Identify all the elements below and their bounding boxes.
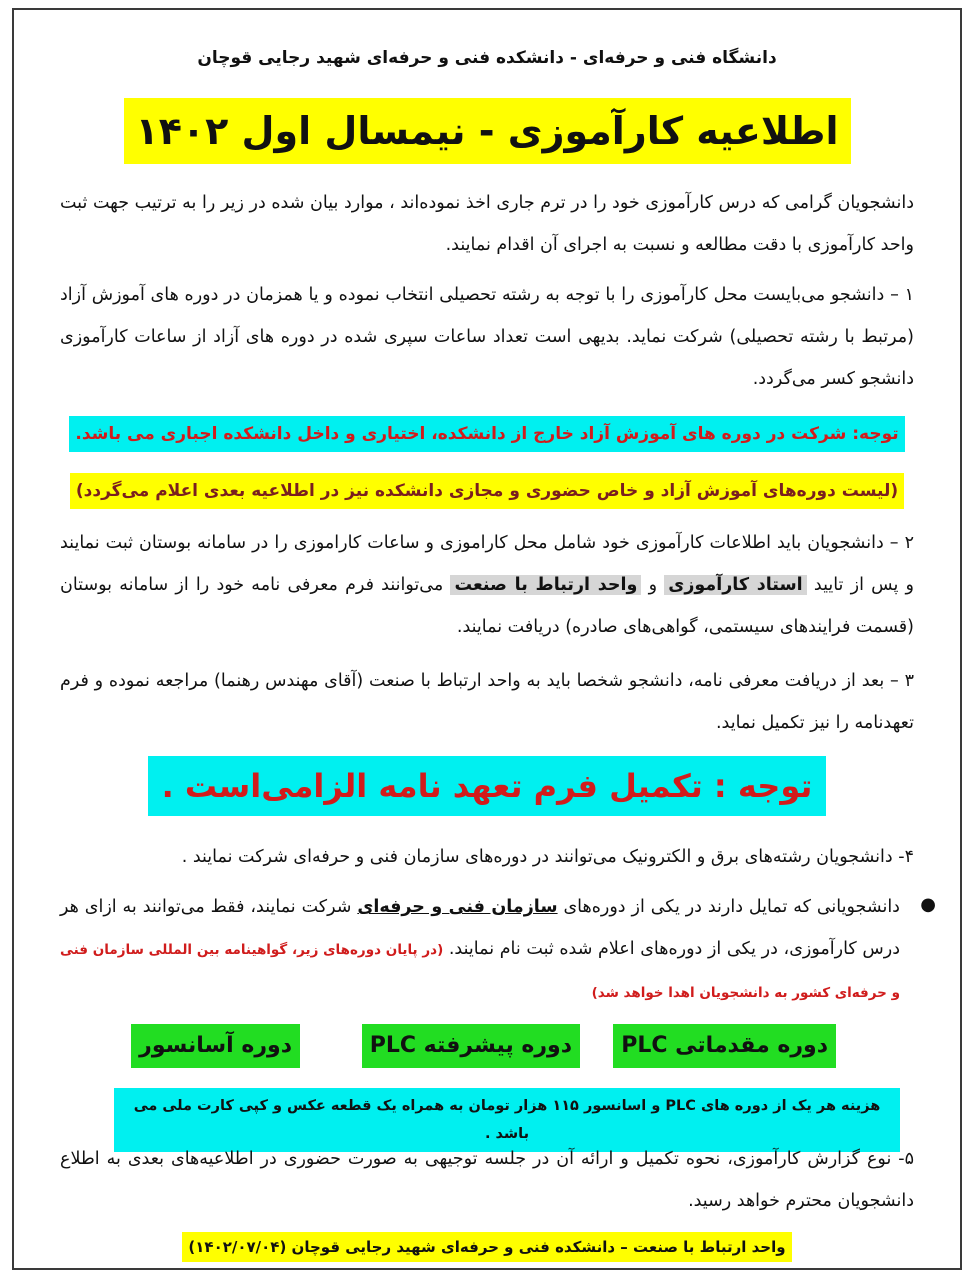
item-1-paragraph: ۱ – دانشجو می‌بایست محل کارآموزی را با توجه به رشته تحصیلی انتخاب نموده و یا همزمان در دوره های آموزش آزاد (مرتبط با رشته تحصیلی) شرکت نماید. بدیهی است تعداد ساعات سپری شده در دوره های آزاد از ساعات کارآموزی دانشجو کسر می‌گردد.: [60, 285, 914, 389]
announcement-page: [12, 8, 962, 1270]
note-elective-courses: توجه: شرکت در دوره های آموزش آزاد خارج از دانشکده، اختیاری و داخل دانشکده اجباری می باشد.: [69, 416, 904, 452]
item-2-text-b: می‌توانند فرم معرفی نامه خود را از سامانه بوستان (قسمت فرایندهای سیستمی، گواهی‌های صادره) دریافت نمایند.: [60, 575, 914, 637]
item-2-text-a: ۲ – دانشجویان باید اطلاعات کارآموزی خود شامل محل کاراموزی و ساعات کاراموزی را در سامانه بوستان ثبت نمایند و پس از تایید: [60, 533, 914, 595]
footer-signature: واحد ارتباط با صنعت – دانشکده فنی و حرفه‌ای شهید رجایی قوچان (۱۴۰۲/۰۷/۰۴): [182, 1232, 791, 1262]
course-plc-basic: دوره مقدماتی PLC: [613, 1024, 836, 1068]
title-wrap: [14, 98, 960, 164]
intro-paragraph: دانشجویان گرامی که درس کارآموزی خود را در ترم جاری اخذ نموده‌اند ، موارد بیان شده در زیر را به ترتیب جهت ثبت واحد کارآموزی با دقت مطالعه و نسبت به اجرای آن اقدام نمایند.: [60, 193, 914, 255]
mandatory-form-note: توجه : تکمیل فرم تعهد نامه الزامی‌است .: [148, 756, 827, 816]
footer-wrap: [14, 1232, 960, 1262]
bullet-text-b: شرکت نمایند، فقط می‌توانند به ازای هر درس کارآموزی، در یکی از دوره‌های اعلام شده ثبت نام نمایند.: [60, 897, 900, 959]
highlight-supervisor: استاد کارآموزی: [664, 575, 806, 595]
bullet-dot: ●: [920, 894, 936, 915]
item-4-paragraph: ۴- دانشجویان رشته‌های برق و الکترونیک می‌توانند در دوره‌های سازمان فنی و حرفه‌ای شرکت نمایند .: [181, 847, 914, 867]
course-fee-note: هزینه هر یک از دوره های PLC و اسانسور ۱۱۵ هزار تومان به همراه یک قطعه عکس و کپی کارت ملی می باشد .: [114, 1088, 900, 1152]
item-3-paragraph: ۳ – بعد از دریافت معرفی نامه، دانشجو شخصا باید به واحد ارتباط با صنعت (آقای مهندس رهنما) مراجعه نموده و فرم تعهدنامه را نیز تکمیل نماید.: [60, 671, 914, 733]
bullet-text-a: دانشجویانی که تمایل دارند در یکی از دوره‌های: [557, 897, 900, 917]
note-2-wrap: [14, 473, 960, 509]
item-2-conj: و: [641, 575, 665, 595]
university-header: دانشگاه فنی و حرفه‌ای - دانشکده فنی و حرفه‌ای شهید رجایی قوچان: [197, 48, 777, 68]
big-note-wrap: [14, 756, 960, 816]
org-name: سازمان فنی و حرفه‌ای: [357, 897, 558, 917]
announcement-title: اطلاعیه کارآموزی - نیمسال اول ۱۴۰۲: [124, 98, 851, 164]
course-elevator: دوره آسانسور: [131, 1024, 300, 1068]
course-plc-advanced: دوره پیشرفته PLC: [362, 1024, 580, 1068]
note-1-wrap: [14, 416, 960, 452]
note-course-list: (لیست دوره‌های آموزش آزاد و خاص حضوری و مجازی دانشکده نیز در اطلاعیه بعدی اعلام می‌گردد): [70, 473, 904, 509]
item-5-paragraph: ۵- نوع گزارش کارآموزی، نحوه تکمیل و ارائه آن در جلسه توجیهی به صورت حضوری در اطلاعیه‌های بعدی به اطلاع دانشجویان محترم خواهد رسید.: [60, 1149, 914, 1211]
highlight-industry-office: واحد ارتباط با صنعت: [450, 575, 641, 595]
item-2-paragraph: [60, 522, 914, 648]
certificate-note: (در پایان دوره‌های زیر، گواهینامه بین المللی سازمان فنی و حرفه‌ای کشور به دانشجویان اهدا خواهد شد): [60, 942, 900, 1001]
bullet-paragraph: [60, 886, 900, 1014]
